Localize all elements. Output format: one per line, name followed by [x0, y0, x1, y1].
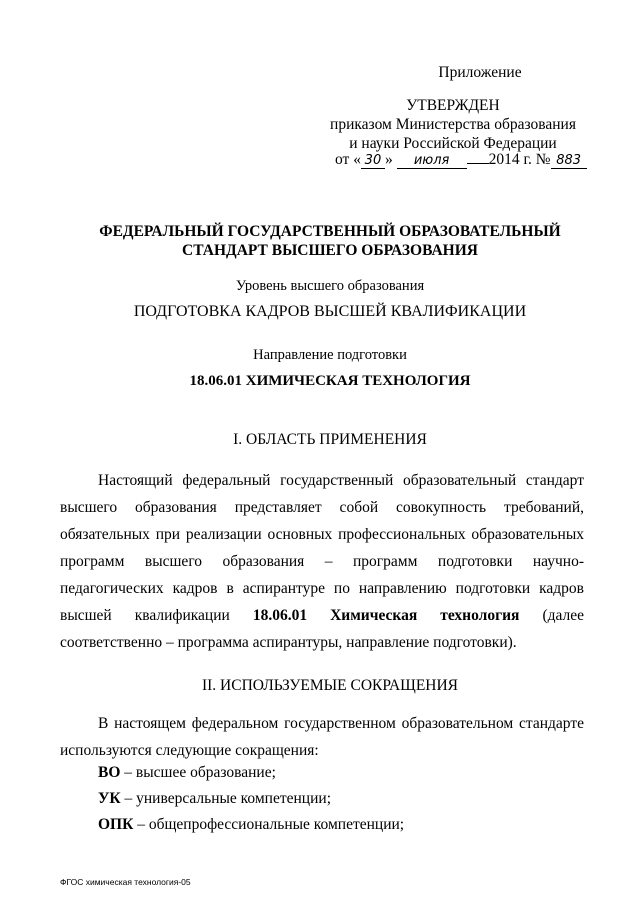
- approved-title: УТВЕРЖДЕН: [406, 97, 500, 114]
- order-day: 30: [361, 153, 385, 169]
- abbreviation-term: ВО: [98, 764, 121, 781]
- section1-paragraph: [60, 467, 584, 656]
- section1-text-bold: 18.06.01 Химическая технология: [252, 607, 520, 624]
- approved-by-line1: приказом Министерства образования: [330, 116, 576, 133]
- abbreviation-item: [98, 816, 404, 834]
- abbreviation-desc: – общепрофессиональные компетенции;: [137, 816, 405, 833]
- section1-heading: I. ОБЛАСТЬ ПРИМЕНЕНИЯ: [233, 431, 427, 448]
- abbreviation-term: УК: [98, 790, 121, 807]
- approval-block: [330, 96, 576, 153]
- order-line: [335, 151, 587, 169]
- title-line1: ФЕДЕРАЛЬНЫЙ ГОСУДАРСТВЕННЫЙ ОБРАЗОВАТЕЛЬНЫЙ: [99, 223, 561, 240]
- level-label: Уровень высшего образования: [235, 278, 425, 294]
- order-mid: »: [384, 151, 393, 168]
- order-prefix: от «: [335, 151, 361, 168]
- section2-heading: II. ИСПОЛЬЗУЕМЫЕ СОКРАЩЕНИЯ: [201, 677, 459, 694]
- title-line2: СТАНДАРТ ВЫСШЕГО ОБРАЗОВАНИЯ: [182, 242, 478, 259]
- document-title: [60, 222, 600, 260]
- abbreviation-desc: – высшее образование;: [124, 764, 276, 781]
- section2-intro: В настоящем федеральном государственном образовательном стандарте используются следующие сокращения:: [60, 715, 584, 759]
- approved-by-line2: и науки Российской Федерации: [349, 135, 557, 152]
- order-number: 883: [551, 153, 587, 169]
- level-value: ПОДГОТОВКА КАДРОВ ВЫСШЕЙ КВАЛИФИКАЦИИ: [133, 303, 527, 320]
- abbreviation-term: ОПК: [98, 816, 134, 833]
- order-month: июля: [397, 153, 467, 169]
- footer-text: ФГОС химическая технология-05: [60, 877, 191, 887]
- appendix-label: Приложение: [438, 64, 522, 81]
- abbreviation-desc: – универсальные компетенции;: [124, 790, 331, 807]
- direction-value: 18.06.01 ХИМИЧЕСКАЯ ТЕХНОЛОГИЯ: [189, 373, 471, 389]
- section1-text-after: (далее соответственно – программа аспирантуры, направление подготовки).: [60, 607, 585, 651]
- order-blank: [467, 163, 489, 164]
- section1-text-before: Настоящий федеральный государственный образовательный стандарт высшего образования представляет собой совокупность требований, обязательных при реализации основных профессиональных образовательных программ высшего образования – программ подготовки научно-педагогических кадров в аспирантуре по направлению подготовки кадров высшей квалификации: [60, 472, 584, 624]
- order-year: 2014 г. №: [488, 151, 551, 168]
- abbreviation-item: [98, 790, 331, 808]
- abbreviation-item: [98, 764, 276, 782]
- direction-label: Направление подготовки: [253, 347, 407, 363]
